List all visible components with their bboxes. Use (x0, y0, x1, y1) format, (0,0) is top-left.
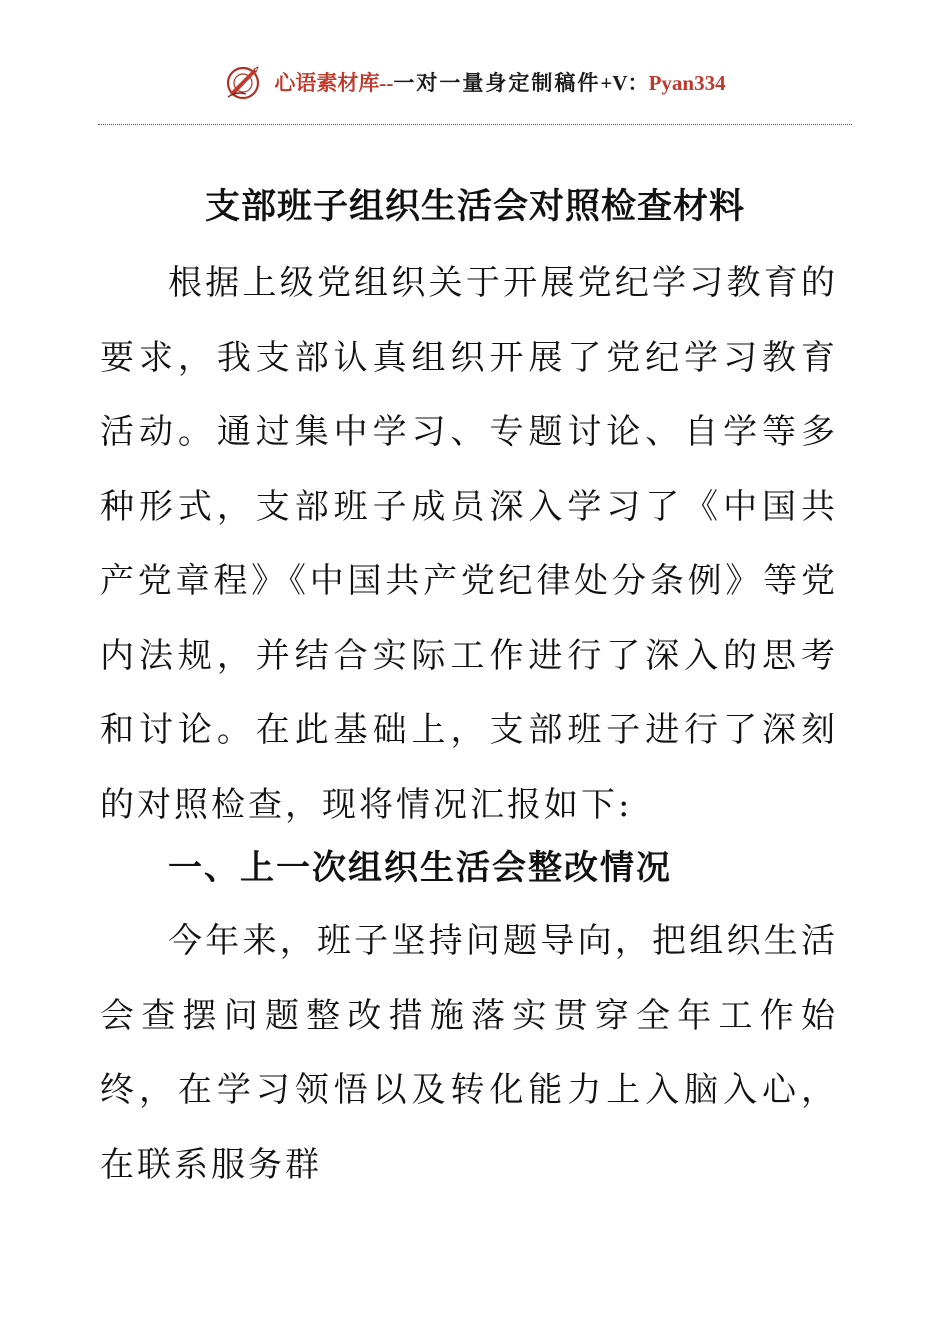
document-title: 支部班子组织生活会对照检查材料 (204, 186, 745, 227)
header-slogan: 一对一量身定制稿件 (393, 71, 601, 95)
pen-logo-icon (224, 63, 264, 101)
paragraph-intro: 根据上级党组织关于开展党纪学习教育的要求，我支部认真组织开展了党纪学习教育活动。通过集中学习、专题讨论、自学等多种形式，支部班子成员深入学习了《中国共产党章程》《中国共产党纪律处分条例》等党内法规，并结合实际工作进行了深入的思考和讨论。在此基础上，支部班子进行了深刻的对照检查，现将情况汇报如下: (100, 263, 838, 825)
header-separator: -- (379, 71, 394, 95)
page-header (0, 58, 950, 106)
header-divider (98, 124, 852, 125)
paragraph-section-1: 今年来，班子坚持问题导向，把组织生活会查摆问题整改措施落实贯穿全年工作始终，在学习领悟以及转化能力上入脑入心，在联系服务群 (100, 921, 838, 1185)
contact-prefix: +V： (600, 71, 649, 95)
contact-handle: Pyan334 (648, 71, 726, 95)
header-text (274, 67, 725, 97)
header-inner (224, 63, 725, 101)
section-heading-1: 一、上一次组织生活会整改情况 (168, 848, 672, 888)
brand-name: 心语素材库 (274, 71, 380, 95)
